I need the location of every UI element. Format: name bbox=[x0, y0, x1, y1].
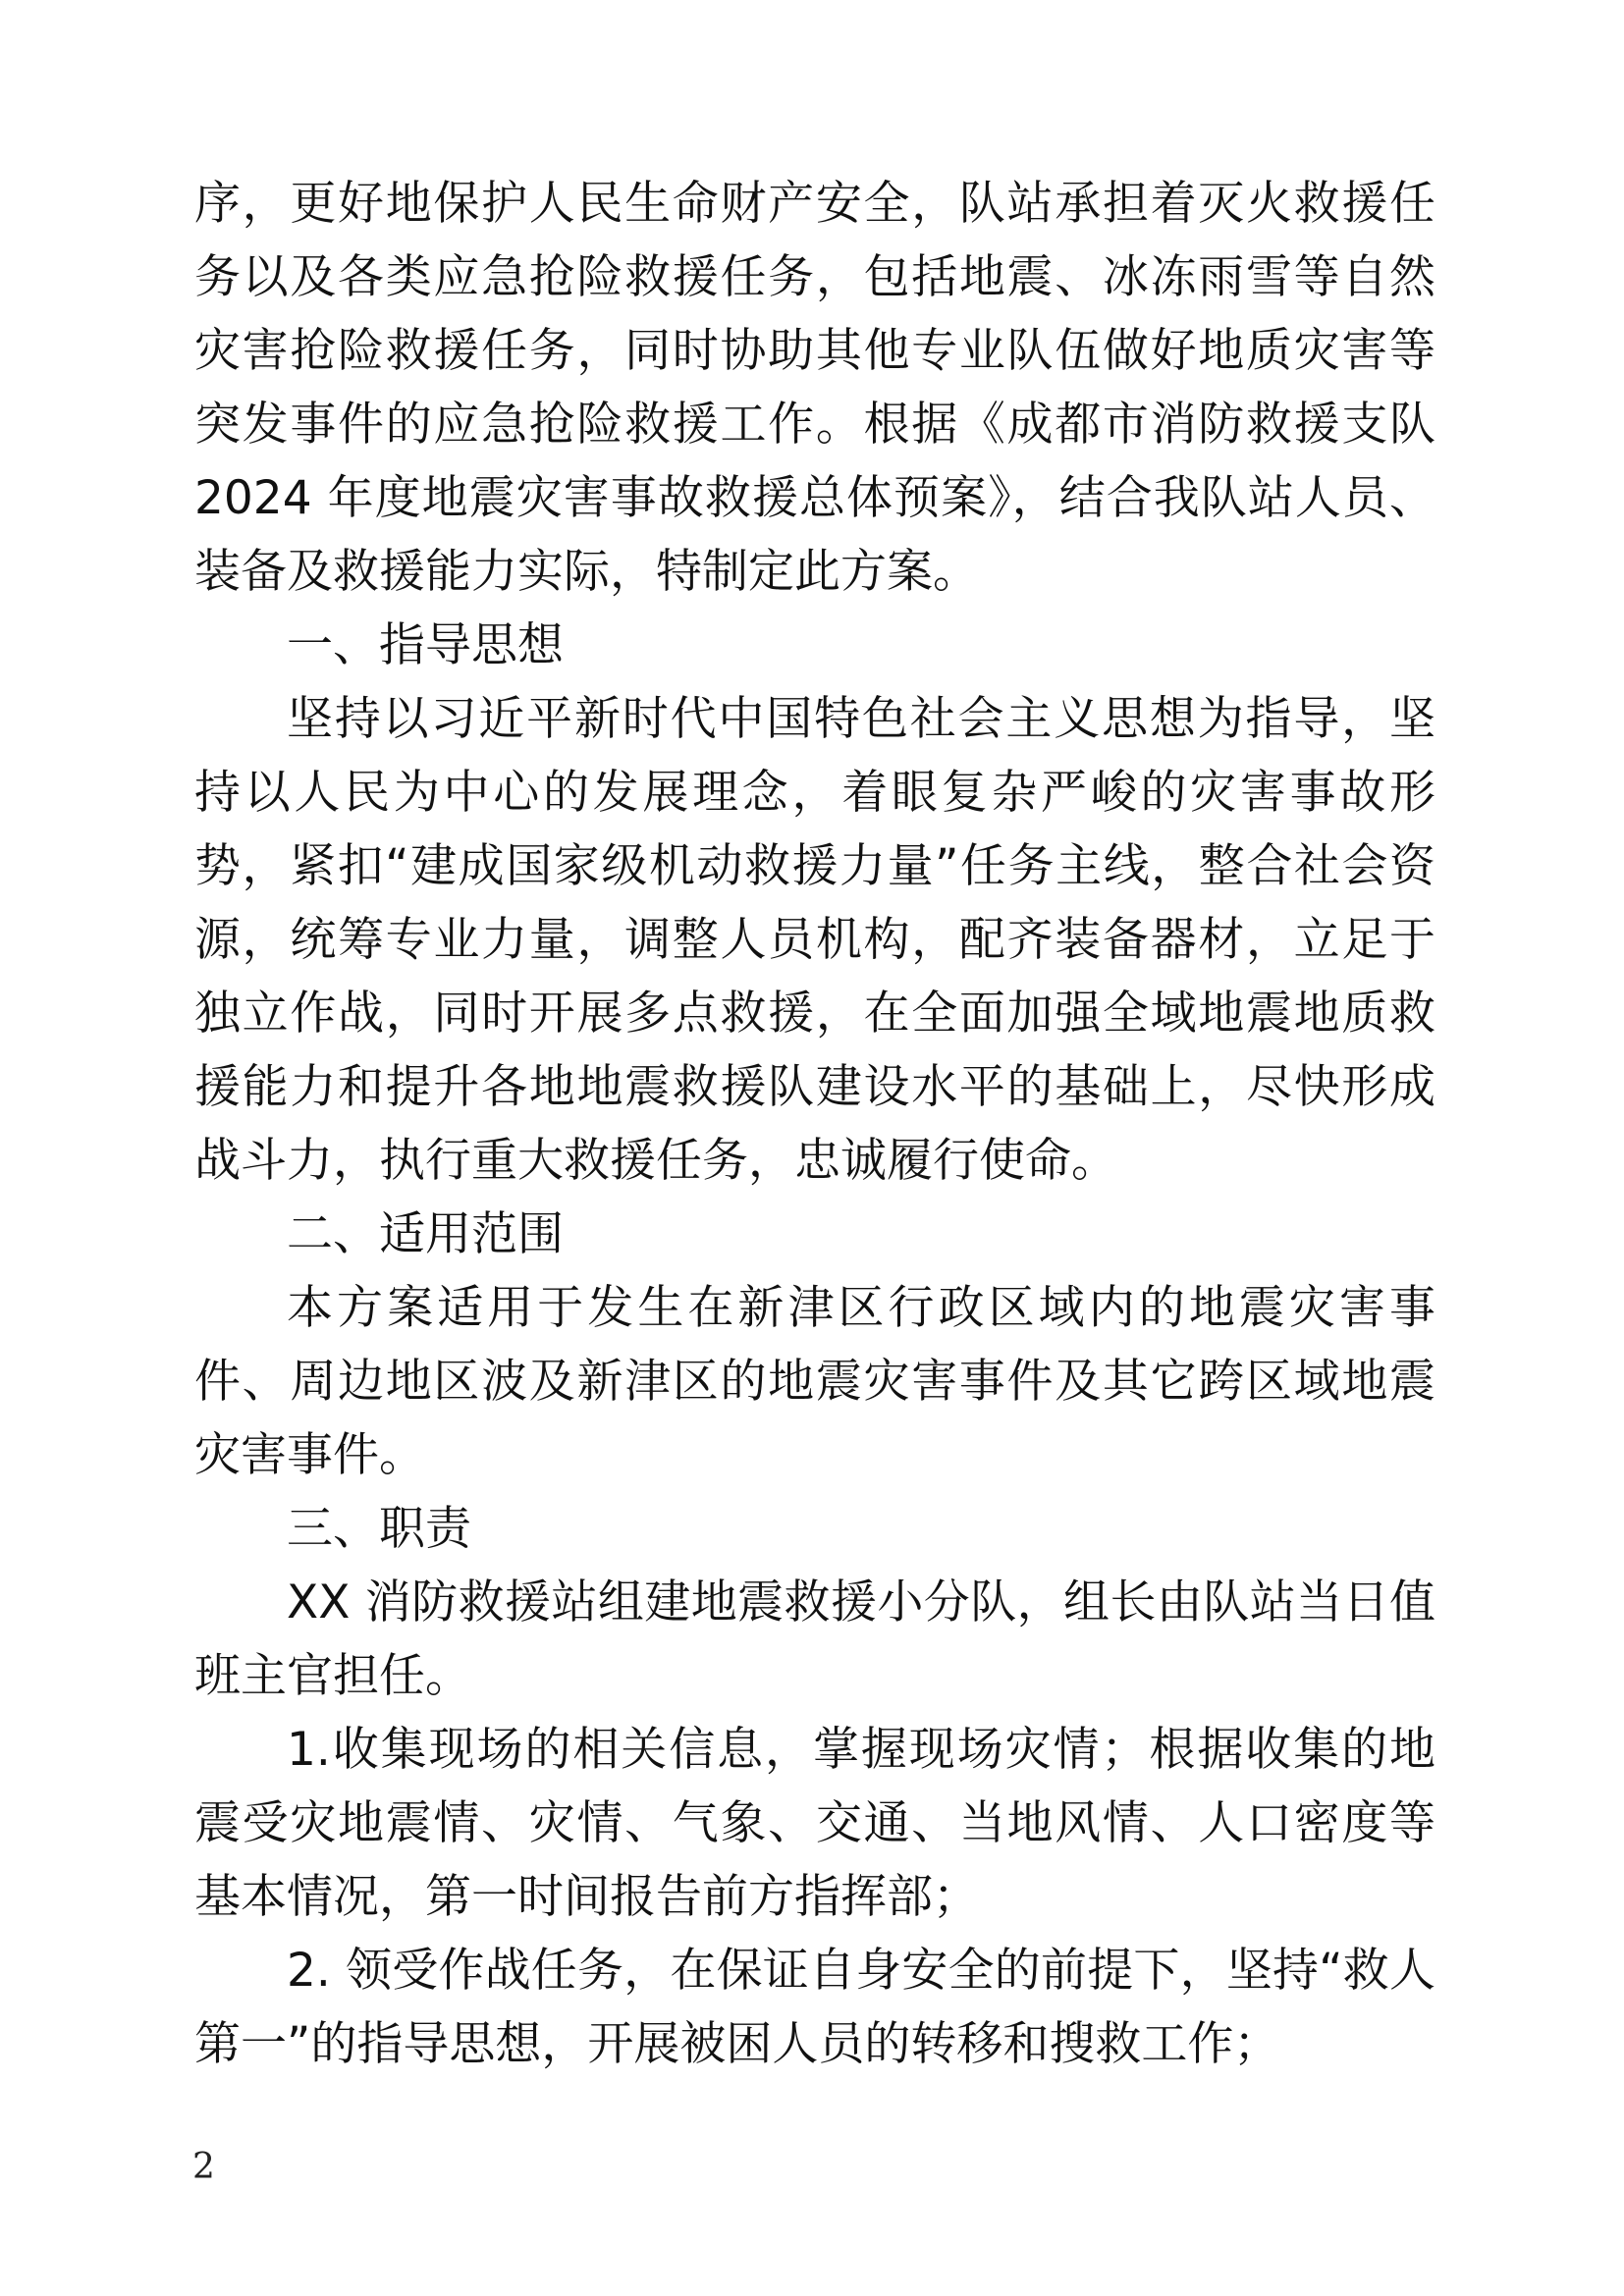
section-heading-responsibilities: 三、职责 bbox=[287, 1502, 471, 1556]
section-heading-guiding-ideology: 一、指导思想 bbox=[287, 618, 564, 672]
paragraph-scope: 本方案适用于发生在新津区行政区域内的地震灾害事件、周边地区波及新津区的地震灾害事件及其它跨区域地震灾害事件。 bbox=[194, 1281, 1435, 1482]
paragraph-item-1: 1.收集现场的相关信息，掌握现场灾情；根据收集的地震受灾地震情、灾情、气象、交通、当地风情、人口密度等基本情况，第一时间报告前方指挥部； bbox=[194, 1723, 1435, 1924]
paragraph-team-formation: XX 消防救援站组建地震救援小分队，组长由队站当日值班主官担任。 bbox=[194, 1575, 1435, 1703]
paragraph-continuation: 序，更好地保护人民生命财产安全，队站承担着灭火救援任务以及各类应急抢险救援任务，包括地震、冰冻雨雪等自然灾害抢险救援任务，同时协助其他专业队伍做好地质灾害等突发事件的应急抢险救援工作。根据《成都市消防救援支队 2024 年度地震灾害事故救援总体预案》，结合我队站人员、装备及救援能力实际，特制定此方案。 bbox=[194, 177, 1435, 599]
section-heading-scope: 二、适用范围 bbox=[287, 1207, 564, 1261]
page-number: 2 bbox=[192, 2147, 215, 2187]
document-body bbox=[194, 167, 1435, 2081]
paragraph-item-2: 2. 领受作战任务，在保证自身安全的前提下，坚持“救人第一”的指导思想，开展被困人员的转移和搜救工作； bbox=[194, 1944, 1435, 2071]
paragraph-guiding-ideology: 坚持以习近平新时代中国特色社会主义思想为指导，坚持以人民为中心的发展理念，着眼复杂严峻的灾害事故形势，紧扣“建成国家级机动救援力量”任务主线，整合社会资源，统筹专业力量，调整人员机构，配齐装备器材，立足于独立作战，同时开展多点救援，在全面加强全域地震地质救援能力和提升各地地震救援队建设水平的基础上，尽快形成战斗力，执行重大救援任务，忠诚履行使命。 bbox=[194, 692, 1435, 1188]
